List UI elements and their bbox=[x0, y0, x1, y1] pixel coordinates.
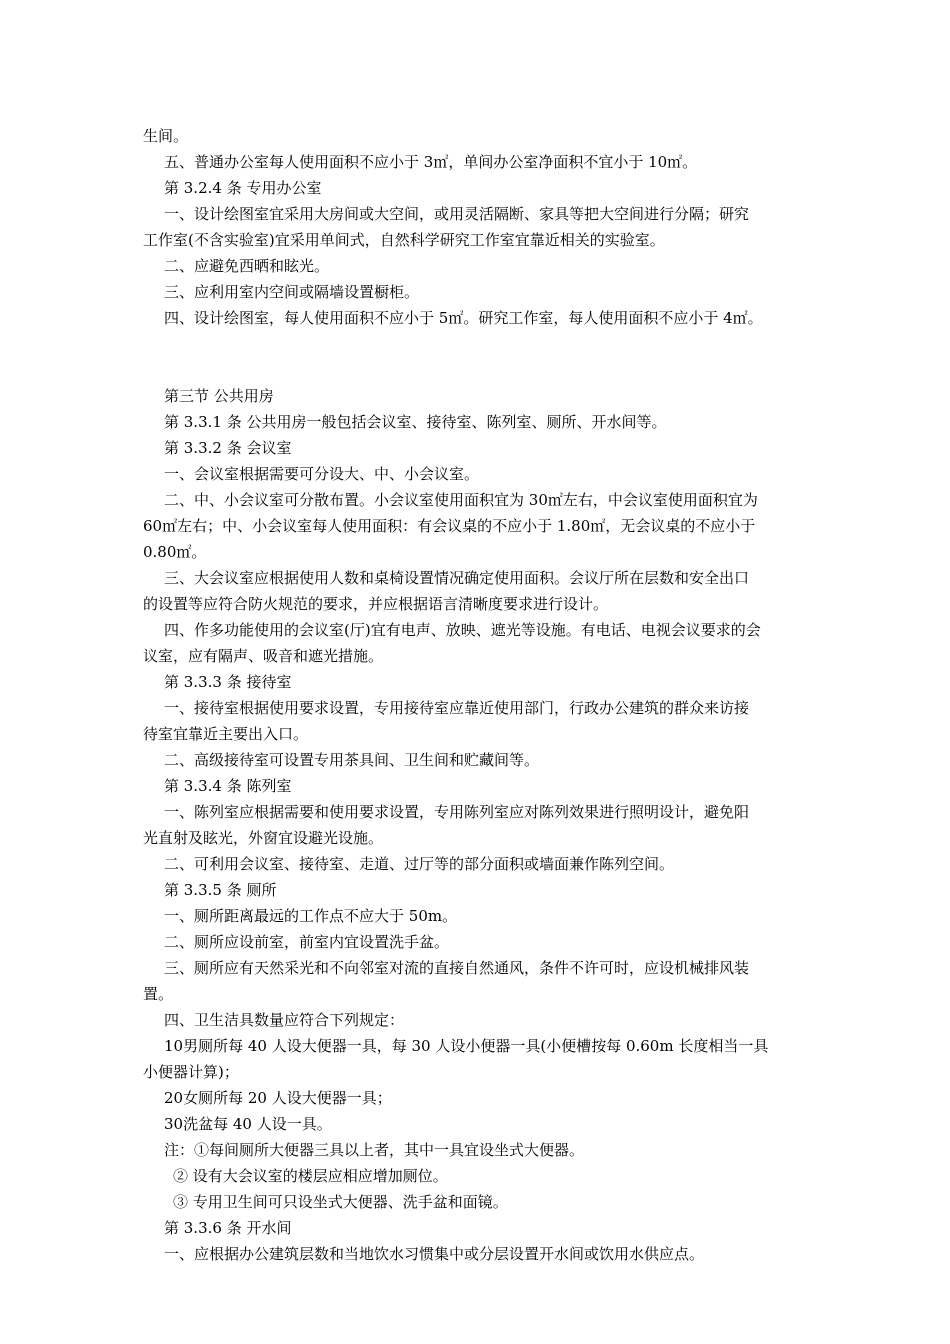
text-line: 30洗盆每 40 人设一具。 bbox=[164, 1115, 332, 1133]
text-line: 一、厕所距离最远的工作点不应大于 50m。 bbox=[164, 907, 458, 925]
text-line: 二、应避免西晒和眩光。 bbox=[164, 257, 330, 275]
text-line: 三、大会议室应根据使用人数和桌椅设置情况确定使用面积。会议厅所在层数和安全出口 bbox=[164, 569, 750, 587]
text-line: 一、陈列室应根据需要和使用要求设置，专用陈列室应对陈列效果进行照明设计，避免阳 bbox=[164, 803, 750, 821]
text-line: 二、高级接待室可设置专用茶具间、卫生间和贮藏间等。 bbox=[164, 751, 540, 769]
text-line: 生间。 bbox=[143, 127, 189, 145]
document-page bbox=[143, 123, 809, 1267]
article-heading: 第 3.3.3 条 接待室 bbox=[164, 673, 292, 691]
text-line: 置。 bbox=[143, 985, 174, 1003]
note-line: ② 设有大会议室的楼层应相应增加厕位。 bbox=[173, 1167, 448, 1185]
article-heading: 第 3.3.4 条 陈列室 bbox=[164, 777, 292, 795]
text-line: 二、厕所应设前室，前室内宜设置洗手盆。 bbox=[164, 933, 450, 951]
text-line: 光直射及眩光，外窗宜设避光设施。 bbox=[143, 829, 384, 847]
text-line: 20女厕所每 20 人设大便器一具； bbox=[164, 1089, 392, 1107]
article-heading: 第 3.3.6 条 开水间 bbox=[164, 1219, 292, 1237]
text-line: 四、卫生洁具数量应符合下列规定： bbox=[164, 1011, 405, 1029]
text-line: 二、可利用会议室、接待室、走道、过厅等的部分面积或墙面兼作陈列空间。 bbox=[164, 855, 675, 873]
text-line: 10男厕所每 40 人设大便器一具，每 30 人设小便器一具(小便槽按每 0.60m 长度相当一具 bbox=[164, 1037, 769, 1055]
text-line: 0.80㎡。 bbox=[143, 543, 207, 561]
text-line: 四、作多功能使用的会议室(厅)宜有电声、放映、遮光等设施。有电话、电视会议要求的会 bbox=[164, 621, 761, 639]
text-line: 一、应根据办公建筑层数和当地饮水习惯集中或分层设置开水间或饮用水供应点。 bbox=[164, 1245, 705, 1263]
text-line: 五、普通办公室每人使用面积不应小于 3㎡，单间办公室净面积不宜小于 10㎡。 bbox=[164, 153, 698, 171]
article-heading: 第 3.3.5 条 厕所 bbox=[164, 881, 277, 899]
text-line: 小便器计算)； bbox=[143, 1063, 239, 1081]
article-heading: 第 3.2.4 条 专用办公室 bbox=[164, 179, 322, 197]
text-line: 一、接待室根据使用要求设置，专用接待室应靠近使用部门，行政办公建筑的群众来访接 bbox=[164, 699, 750, 717]
section-heading: 第三节 公共用房 bbox=[164, 387, 274, 405]
text-line: 三、厕所应有天然采光和不向邻室对流的直接自然通风，条件不许可时，应设机械排风装 bbox=[164, 959, 750, 977]
text-line: 一、设计绘图室宜采用大房间或大空间，或用灵活隔断、家具等把大空间进行分隔；研究 bbox=[164, 205, 750, 223]
text-line: 待室宜靠近主要出入口。 bbox=[143, 725, 309, 743]
note-line: ③ 专用卫生间可只设坐式大便器、洗手盆和面镜。 bbox=[173, 1193, 508, 1211]
text-line: 一、会议室根据需要可分设大、中、小会议室。 bbox=[164, 465, 480, 483]
note-line: 注：①每间厕所大便器三具以上者，其中一具宜设坐式大便器。 bbox=[164, 1141, 585, 1159]
text-line: 三、应利用室内空间或隔墙设置橱柜。 bbox=[164, 283, 420, 301]
article-heading: 第 3.3.1 条 公共用房一般包括会议室、接待室、陈列室、厕所、开水间等。 bbox=[164, 413, 667, 431]
text-line: 的设置等应符合防火规范的要求，并应根据语言清晰度要求进行设计。 bbox=[143, 595, 609, 613]
article-heading: 第 3.3.2 条 会议室 bbox=[164, 439, 292, 457]
text-line: 二、中、小会议室可分散布置。小会议室使用面积宜为 30㎡左右，中会议室使用面积宜为 bbox=[164, 491, 758, 509]
text-line: 60㎡左右；中、小会议室每人使用面积：有会议桌的不应小于 1.80㎡，无会议桌的不应小于 bbox=[143, 517, 756, 535]
text-line: 议室，应有隔声、吸音和遮光措施。 bbox=[143, 647, 384, 665]
text-line: 四、设计绘图室，每人使用面积不应小于 5㎡。研究工作室，每人使用面积不应小于 4㎡。 bbox=[164, 309, 763, 327]
text-line: 工作室(不含实验室)宜采用单间式，自然科学研究工作室宜靠近相关的实验室。 bbox=[143, 231, 665, 249]
section-gap bbox=[143, 331, 809, 383]
